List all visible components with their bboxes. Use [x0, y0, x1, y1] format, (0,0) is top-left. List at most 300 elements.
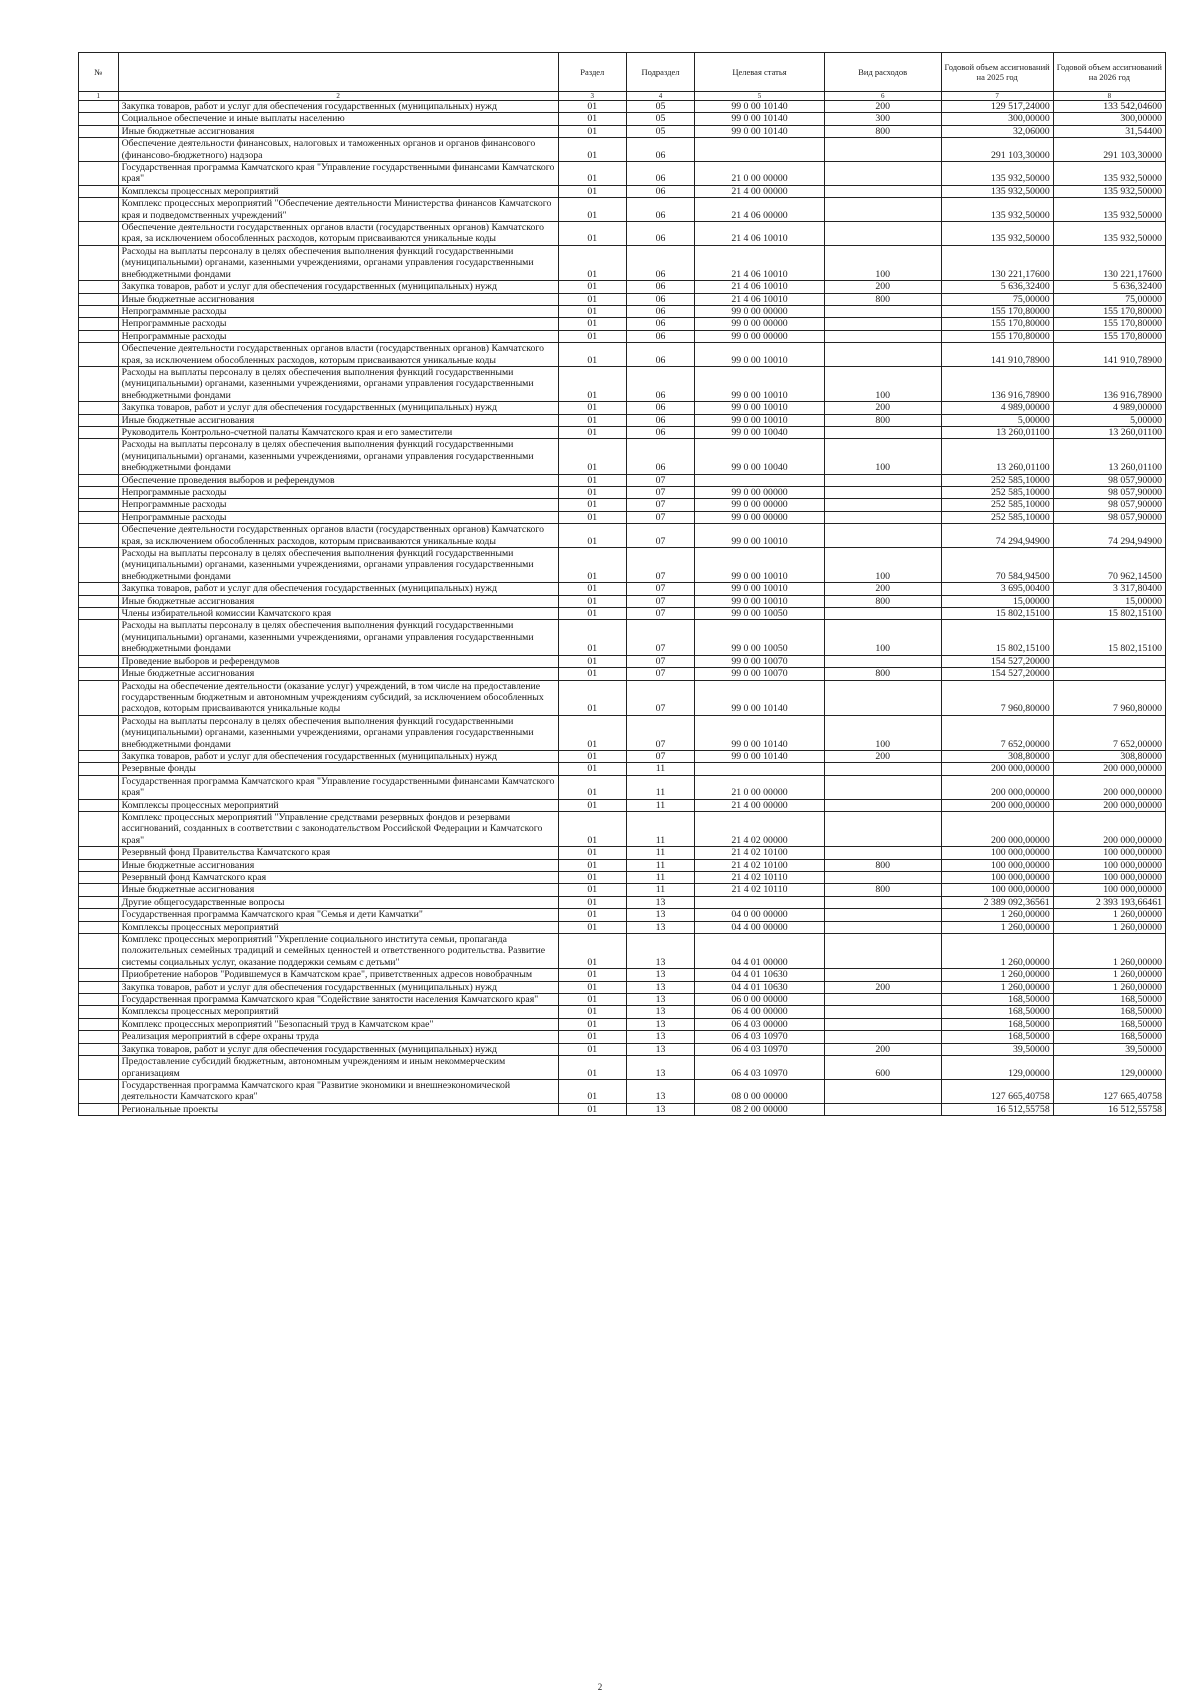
row-number-cell [79, 511, 119, 523]
row-number-cell [79, 487, 119, 499]
row-razdel: 01 [558, 343, 626, 367]
table-row [79, 763, 1166, 775]
row-name: Закупка товаров, работ и услуг для обеспечения государственных (муниципальных) нужд [118, 281, 558, 293]
row-allocation-2026: 136 916,78900 [1053, 366, 1165, 401]
row-number-cell [79, 138, 119, 162]
row-razdel: 01 [558, 859, 626, 871]
row-name: Обеспечение деятельности финансовых, налоговых и таможенных органов и органов финансового (финансово-бюджетного) надзора [118, 138, 558, 162]
row-expense-type [824, 487, 941, 499]
row-number-cell [79, 1103, 119, 1115]
table-row [79, 655, 1166, 667]
row-target-article: 99 0 00 00000 [695, 330, 825, 342]
row-podrazdel: 11 [626, 775, 694, 799]
row-target-article: 99 0 00 10010 [695, 414, 825, 426]
row-allocation-2026: 200 000,00000 [1053, 763, 1165, 775]
row-name: Обеспечение деятельности государственных органов власти (государственных органов) Камчатского края, за исключением обособленных расходов, которым присваиваются уникальные коды [118, 524, 558, 548]
row-allocation-2026: 1 260,00000 [1053, 909, 1165, 921]
table-row [79, 402, 1166, 414]
row-number-cell [79, 185, 119, 197]
row-razdel: 01 [558, 763, 626, 775]
row-expense-type [824, 474, 941, 486]
row-expense-type: 100 [824, 439, 941, 474]
row-number-cell [79, 934, 119, 969]
row-number-cell [79, 1006, 119, 1018]
row-razdel: 01 [558, 775, 626, 799]
table-row [79, 222, 1166, 246]
row-expense-type [824, 799, 941, 811]
row-podrazdel: 06 [626, 198, 694, 222]
row-razdel: 01 [558, 750, 626, 762]
row-razdel: 01 [558, 994, 626, 1006]
table-row [79, 511, 1166, 523]
row-number-cell [79, 811, 119, 846]
row-podrazdel: 06 [626, 222, 694, 246]
row-allocation-2026: 135 932,50000 [1053, 185, 1165, 197]
row-allocation-2026: 13 260,01100 [1053, 439, 1165, 474]
row-number-cell [79, 402, 119, 414]
row-name: Комплексы процессных мероприятий [118, 921, 558, 933]
row-allocation-2025: 135 932,50000 [941, 222, 1053, 246]
row-expense-type [824, 680, 941, 715]
row-razdel: 01 [558, 620, 626, 655]
row-allocation-2026: 98 057,90000 [1053, 474, 1165, 486]
row-allocation-2025: 168,50000 [941, 1006, 1053, 1018]
row-number-cell [79, 620, 119, 655]
row-allocation-2025: 5 636,32400 [941, 281, 1053, 293]
row-razdel: 01 [558, 1103, 626, 1115]
row-allocation-2025: 155 170,80000 [941, 318, 1053, 330]
row-expense-type: 100 [824, 715, 941, 750]
header-expense-type: Вид расходов [824, 53, 941, 92]
row-target-article: 99 0 00 10010 [695, 524, 825, 548]
row-number-cell [79, 969, 119, 981]
table-row [79, 859, 1166, 871]
row-expense-type [824, 305, 941, 317]
row-allocation-2026: 168,50000 [1053, 994, 1165, 1006]
row-expense-type [824, 847, 941, 859]
table-row [79, 439, 1166, 474]
row-number-cell [79, 655, 119, 667]
row-number-cell [79, 414, 119, 426]
row-name: Расходы на обеспечение деятельности (оказание услуг) учреждений, в том числе на предоставление государственным бюджетным и автономным учреждениям субсидий, за исключением обособленных расходов, которым присваиваются уникальные коды [118, 680, 558, 715]
row-allocation-2026: 39,50000 [1053, 1043, 1165, 1055]
row-expense-type [824, 969, 941, 981]
row-expense-type: 100 [824, 620, 941, 655]
row-expense-type [824, 524, 941, 548]
row-name: Закупка товаров, работ и услуг для обеспечения государственных (муниципальных) нужд [118, 981, 558, 993]
row-razdel: 01 [558, 872, 626, 884]
row-podrazdel: 11 [626, 763, 694, 775]
row-allocation-2026: 5 636,32400 [1053, 281, 1165, 293]
row-expense-type: 100 [824, 548, 941, 583]
row-number-cell [79, 305, 119, 317]
row-target-article: 99 0 00 00000 [695, 305, 825, 317]
row-target-article: 99 0 00 10040 [695, 426, 825, 438]
row-allocation-2025: 200 000,00000 [941, 763, 1053, 775]
row-allocation-2025: 2 389 092,36561 [941, 896, 1053, 908]
row-name: Резервные фонды [118, 763, 558, 775]
row-name: Социальное обеспечение и иные выплаты населению [118, 113, 558, 125]
row-razdel: 01 [558, 595, 626, 607]
row-number-cell [79, 909, 119, 921]
row-podrazdel: 06 [626, 343, 694, 367]
row-podrazdel: 07 [626, 750, 694, 762]
table-row [79, 775, 1166, 799]
column-number: 5 [695, 92, 825, 101]
table-row [79, 583, 1166, 595]
row-target-article: 99 0 00 00000 [695, 499, 825, 511]
row-allocation-2026: 16 512,55758 [1053, 1103, 1165, 1115]
row-target-article: 99 0 00 10140 [695, 113, 825, 125]
row-number-cell [79, 426, 119, 438]
table-row [79, 474, 1166, 486]
row-name: Иные бюджетные ассигнования [118, 668, 558, 680]
row-allocation-2025: 39,50000 [941, 1043, 1053, 1055]
row-number-cell [79, 1031, 119, 1043]
row-podrazdel: 13 [626, 896, 694, 908]
row-target-article: 06 4 03 10970 [695, 1043, 825, 1055]
row-razdel: 01 [558, 125, 626, 137]
row-razdel: 01 [558, 414, 626, 426]
row-allocation-2026: 155 170,80000 [1053, 318, 1165, 330]
row-razdel: 01 [558, 138, 626, 162]
row-razdel: 01 [558, 198, 626, 222]
row-target-article: 21 4 06 10010 [695, 293, 825, 305]
row-name: Непрограммные расходы [118, 330, 558, 342]
table-row [79, 113, 1166, 125]
row-name: Непрограммные расходы [118, 305, 558, 317]
row-expense-type [824, 921, 941, 933]
row-expense-type: 300 [824, 113, 941, 125]
row-podrazdel: 13 [626, 921, 694, 933]
row-podrazdel: 11 [626, 859, 694, 871]
row-razdel: 01 [558, 318, 626, 330]
row-name: Иные бюджетные ассигнования [118, 293, 558, 305]
row-expense-type: 800 [824, 884, 941, 896]
row-allocation-2025: 74 294,94900 [941, 524, 1053, 548]
row-target-article: 21 4 06 10010 [695, 281, 825, 293]
table-row [79, 198, 1166, 222]
row-expense-type [824, 222, 941, 246]
row-number-cell [79, 318, 119, 330]
row-name: Иные бюджетные ассигнования [118, 884, 558, 896]
row-allocation-2025: 252 585,10000 [941, 487, 1053, 499]
row-expense-type: 100 [824, 245, 941, 280]
row-allocation-2025: 135 932,50000 [941, 198, 1053, 222]
row-razdel: 01 [558, 969, 626, 981]
row-target-article: 99 0 00 10070 [695, 668, 825, 680]
row-podrazdel: 06 [626, 439, 694, 474]
row-target-article: 06 4 03 10970 [695, 1031, 825, 1043]
table-row [79, 185, 1166, 197]
row-expense-type [824, 1018, 941, 1030]
row-target-article: 21 4 02 10100 [695, 847, 825, 859]
row-number-cell [79, 1056, 119, 1080]
row-allocation-2026: 13 260,01100 [1053, 426, 1165, 438]
table-row [79, 138, 1166, 162]
row-podrazdel: 07 [626, 499, 694, 511]
row-allocation-2025: 1 260,00000 [941, 969, 1053, 981]
row-podrazdel: 06 [626, 318, 694, 330]
row-allocation-2026: 155 170,80000 [1053, 305, 1165, 317]
table-row [79, 245, 1166, 280]
row-number-cell [79, 981, 119, 993]
row-podrazdel: 13 [626, 1079, 694, 1103]
row-expense-type: 200 [824, 281, 941, 293]
row-allocation-2025: 155 170,80000 [941, 330, 1053, 342]
header-allocation-2025: Годовой объем ассигнований на 2025 год [941, 53, 1053, 92]
column-number: 3 [558, 92, 626, 101]
row-expense-type [824, 896, 941, 908]
row-expense-type: 800 [824, 125, 941, 137]
row-name: Государственная программа Камчатского края "Управление государственными финансами Камчатского края" [118, 162, 558, 186]
table-row [79, 125, 1166, 137]
row-target-article: 06 4 03 00000 [695, 1018, 825, 1030]
row-target-article: 21 4 02 10110 [695, 884, 825, 896]
row-allocation-2025: 16 512,55758 [941, 1103, 1053, 1115]
row-expense-type [824, 655, 941, 667]
table-row [79, 680, 1166, 715]
row-allocation-2025: 129,00000 [941, 1056, 1053, 1080]
row-razdel: 01 [558, 439, 626, 474]
row-target-article: 21 4 02 00000 [695, 811, 825, 846]
row-name: Непрограммные расходы [118, 499, 558, 511]
row-name: Комплекс процессных мероприятий "Управление средствами резервных фондов и резервами ассигнований, созданных в соответствии с законодательством Российской Федерации и Камчатского края" [118, 811, 558, 846]
row-expense-type [824, 1031, 941, 1043]
row-target-article: 21 4 06 10010 [695, 245, 825, 280]
row-podrazdel: 13 [626, 1056, 694, 1080]
row-name: Руководитель Контрольно-счетной палаты Камчатского края и его заместители [118, 426, 558, 438]
table-row [79, 934, 1166, 969]
row-podrazdel: 06 [626, 245, 694, 280]
row-name: Иные бюджетные ассигнования [118, 595, 558, 607]
table-row [79, 162, 1166, 186]
row-number-cell [79, 583, 119, 595]
row-razdel: 01 [558, 113, 626, 125]
row-expense-type [824, 162, 941, 186]
row-number-cell [79, 608, 119, 620]
row-expense-type [824, 318, 941, 330]
column-number-row [79, 92, 1166, 101]
row-razdel: 01 [558, 668, 626, 680]
row-allocation-2025: 15 802,15100 [941, 620, 1053, 655]
row-allocation-2025: 129 517,24000 [941, 101, 1053, 113]
table-row [79, 1018, 1166, 1030]
header-allocation-2026: Годовой объем ассигнований на 2026 год [1053, 53, 1165, 92]
row-name: Расходы на выплаты персоналу в целях обеспечения выполнения функций государственными (муниципальными) органами, казенными учреждениями, органами управления государственными внебюджетными фондами [118, 548, 558, 583]
row-number-cell [79, 921, 119, 933]
row-podrazdel: 06 [626, 138, 694, 162]
row-target-article: 04 4 01 10630 [695, 981, 825, 993]
row-allocation-2026: 2 393 193,66461 [1053, 896, 1165, 908]
row-name: Расходы на выплаты персоналу в целях обеспечения выполнения функций государственными (муниципальными) органами, казенными учреждениями, органами управления государственными внебюджетными фондами [118, 620, 558, 655]
row-allocation-2025: 308,80000 [941, 750, 1053, 762]
row-number-cell [79, 763, 119, 775]
row-target-article: 21 0 00 00000 [695, 775, 825, 799]
row-allocation-2025: 100 000,00000 [941, 847, 1053, 859]
row-allocation-2026: 133 542,04600 [1053, 101, 1165, 113]
row-podrazdel: 13 [626, 981, 694, 993]
row-number-cell [79, 101, 119, 113]
header-name [118, 53, 558, 92]
row-allocation-2026: 100 000,00000 [1053, 872, 1165, 884]
row-target-article [695, 763, 825, 775]
header-num: № [79, 53, 119, 92]
column-number: 7 [941, 92, 1053, 101]
row-number-cell [79, 524, 119, 548]
row-name: Иные бюджетные ассигнования [118, 859, 558, 871]
row-target-article: 21 4 06 00000 [695, 198, 825, 222]
budget-table [78, 52, 1166, 1116]
row-target-article: 21 4 06 10010 [695, 222, 825, 246]
row-razdel: 01 [558, 499, 626, 511]
row-target-article: 99 0 00 10050 [695, 608, 825, 620]
row-allocation-2025: 1 260,00000 [941, 981, 1053, 993]
row-expense-type [824, 909, 941, 921]
row-target-article: 21 4 00 00000 [695, 185, 825, 197]
row-allocation-2025: 135 932,50000 [941, 185, 1053, 197]
row-number-cell [79, 222, 119, 246]
row-name: Расходы на выплаты персоналу в целях обеспечения выполнения функций государственными (муниципальными) органами, казенными учреждениями, органами управления государственными внебюджетными фондами [118, 715, 558, 750]
row-podrazdel: 13 [626, 969, 694, 981]
row-razdel: 01 [558, 524, 626, 548]
table-row [79, 487, 1166, 499]
row-target-article: 99 0 00 10140 [695, 680, 825, 715]
row-podrazdel: 11 [626, 847, 694, 859]
table-row [79, 414, 1166, 426]
row-allocation-2026: 135 932,50000 [1053, 162, 1165, 186]
row-expense-type: 800 [824, 595, 941, 607]
row-razdel: 01 [558, 330, 626, 342]
header-target-article: Целевая статья [695, 53, 825, 92]
row-name: Государственная программа Камчатского края "Управление государственными финансами Камчатского края" [118, 775, 558, 799]
row-number-cell [79, 343, 119, 367]
row-allocation-2026: 7 652,00000 [1053, 715, 1165, 750]
row-number-cell [79, 750, 119, 762]
row-allocation-2025: 141 910,78900 [941, 343, 1053, 367]
row-target-article: 99 0 00 10070 [695, 655, 825, 667]
row-allocation-2026: 7 960,80000 [1053, 680, 1165, 715]
row-allocation-2026: 98 057,90000 [1053, 487, 1165, 499]
table-row [79, 281, 1166, 293]
row-allocation-2025: 32,06000 [941, 125, 1053, 137]
row-allocation-2026: 300,00000 [1053, 113, 1165, 125]
row-name: Расходы на выплаты персоналу в целях обеспечения выполнения функций государственными (муниципальными) органами, казенными учреждениями, органами управления государственными внебюджетными фондами [118, 439, 558, 474]
row-podrazdel: 05 [626, 125, 694, 137]
row-allocation-2026: 141 910,78900 [1053, 343, 1165, 367]
row-allocation-2025: 136 916,78900 [941, 366, 1053, 401]
row-allocation-2025: 100 000,00000 [941, 859, 1053, 871]
row-allocation-2025: 155 170,80000 [941, 305, 1053, 317]
row-podrazdel: 07 [626, 487, 694, 499]
table-row [79, 1031, 1166, 1043]
row-name: Обеспечение деятельности государственных органов власти (государственных органов) Камчатского края, за исключением обособленных расходов, которым присваиваются уникальные коды [118, 343, 558, 367]
row-allocation-2025: 168,50000 [941, 1018, 1053, 1030]
row-allocation-2025: 154 527,20000 [941, 668, 1053, 680]
column-number: 1 [79, 92, 119, 101]
row-number-cell [79, 330, 119, 342]
row-razdel: 01 [558, 715, 626, 750]
table-row [79, 884, 1166, 896]
row-target-article: 99 0 00 10050 [695, 620, 825, 655]
row-allocation-2026: 98 057,90000 [1053, 511, 1165, 523]
row-number-cell [79, 994, 119, 1006]
row-target-article: 99 0 00 10140 [695, 750, 825, 762]
row-allocation-2026 [1053, 668, 1165, 680]
row-expense-type: 800 [824, 414, 941, 426]
row-razdel: 01 [558, 909, 626, 921]
row-number-cell [79, 1018, 119, 1030]
row-name: Государственная программа Камчатского края "Содействие занятости населения Камчатского края" [118, 994, 558, 1006]
row-target-article: 04 4 00 00000 [695, 921, 825, 933]
row-number-cell [79, 366, 119, 401]
row-number-cell [79, 245, 119, 280]
row-allocation-2025: 70 584,94500 [941, 548, 1053, 583]
row-target-article [695, 896, 825, 908]
row-razdel: 01 [558, 185, 626, 197]
row-podrazdel: 07 [626, 583, 694, 595]
row-number-cell [79, 439, 119, 474]
table-row [79, 343, 1166, 367]
row-target-article: 21 4 02 10110 [695, 872, 825, 884]
row-expense-type [824, 872, 941, 884]
table-row [79, 608, 1166, 620]
row-podrazdel: 06 [626, 305, 694, 317]
table-row [79, 909, 1166, 921]
row-allocation-2025: 13 260,01100 [941, 426, 1053, 438]
row-number-cell [79, 198, 119, 222]
row-razdel: 01 [558, 921, 626, 933]
row-allocation-2026: 4 989,00000 [1053, 402, 1165, 414]
row-podrazdel: 13 [626, 994, 694, 1006]
row-target-article: 99 0 00 10010 [695, 548, 825, 583]
row-podrazdel: 13 [626, 934, 694, 969]
row-allocation-2026: 291 103,30000 [1053, 138, 1165, 162]
row-razdel: 01 [558, 281, 626, 293]
table-row [79, 668, 1166, 680]
row-expense-type [824, 426, 941, 438]
table-row [79, 921, 1166, 933]
row-target-article: 99 0 00 00000 [695, 318, 825, 330]
row-allocation-2026: 1 260,00000 [1053, 981, 1165, 993]
row-name: Комплекс процессных мероприятий "Укрепление социального института семьи, пропаганда положительных семейных традиций и семейных ценностей и ответственного родительства. Развитие системы социальных услуг, оказание поддержки семьям с детьми" [118, 934, 558, 969]
row-razdel: 01 [558, 680, 626, 715]
table-row [79, 847, 1166, 859]
row-expense-type: 800 [824, 859, 941, 871]
row-allocation-2025: 300,00000 [941, 113, 1053, 125]
row-podrazdel: 07 [626, 474, 694, 486]
row-podrazdel: 06 [626, 281, 694, 293]
row-expense-type [824, 934, 941, 969]
row-razdel: 01 [558, 426, 626, 438]
row-allocation-2026 [1053, 655, 1165, 667]
row-name: Государственная программа Камчатского края "Развитие экономики и внешнеэкономической деятельности Камчатского края" [118, 1079, 558, 1103]
row-target-article: 21 0 00 00000 [695, 162, 825, 186]
row-number-cell [79, 548, 119, 583]
row-target-article: 99 0 00 10010 [695, 402, 825, 414]
row-allocation-2026: 168,50000 [1053, 1031, 1165, 1043]
row-allocation-2025: 154 527,20000 [941, 655, 1053, 667]
row-razdel: 01 [558, 245, 626, 280]
row-number-cell [79, 1079, 119, 1103]
row-podrazdel: 11 [626, 884, 694, 896]
row-podrazdel: 06 [626, 414, 694, 426]
row-name: Предоставление субсидий бюджетным, автономным учреждениям и иным некоммерческим организациям [118, 1056, 558, 1080]
row-number-cell [79, 1043, 119, 1055]
row-allocation-2026: 3 317,80400 [1053, 583, 1165, 595]
row-podrazdel: 07 [626, 655, 694, 667]
row-expense-type [824, 608, 941, 620]
